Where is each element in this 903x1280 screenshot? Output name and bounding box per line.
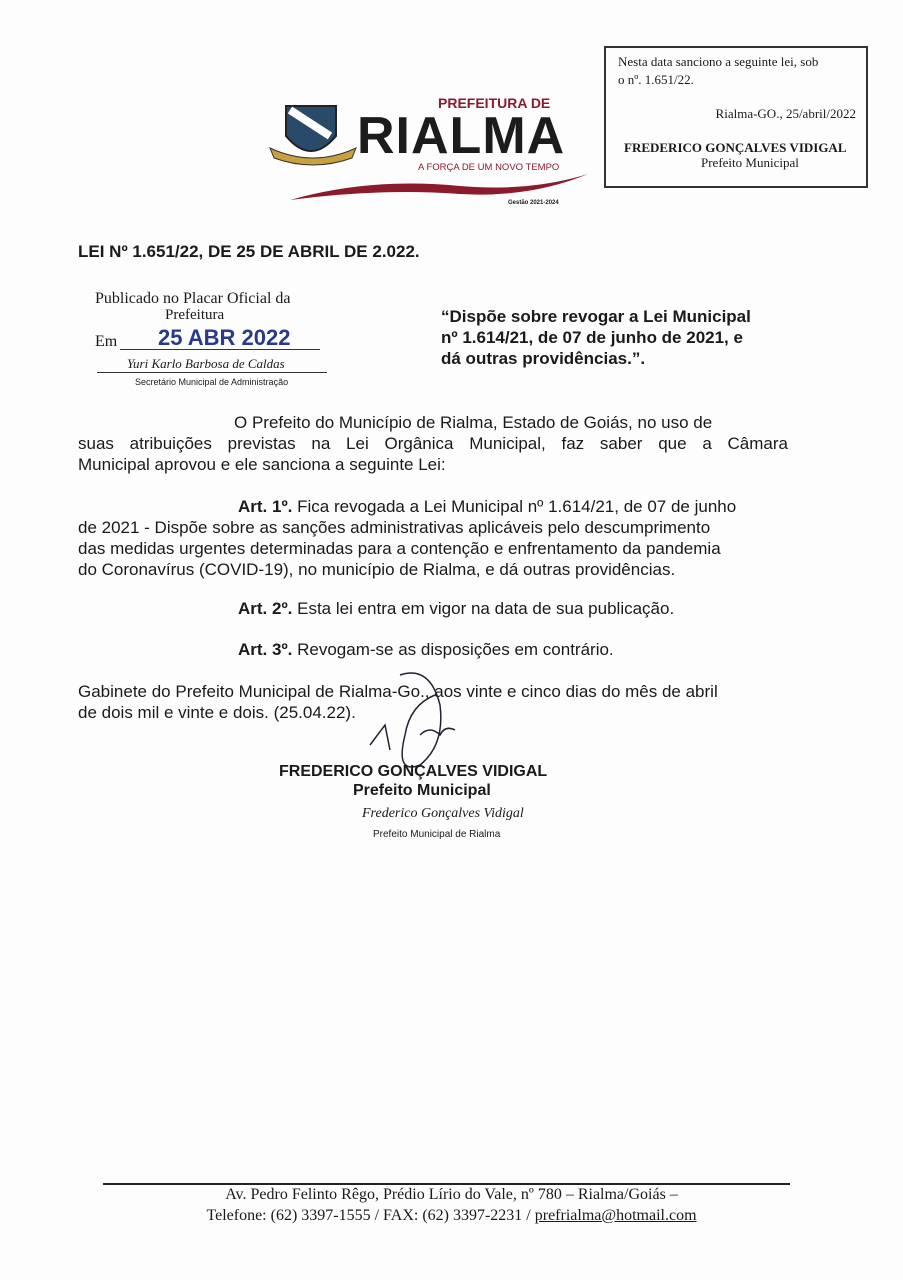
law-title: LEI Nº 1.651/22, DE 25 DE ABRIL DE 2.022. — [78, 242, 420, 261]
letterhead-name: RIALMA — [357, 107, 566, 165]
signature-stamp-name: Frederico Gonçalves Vidigal — [362, 806, 524, 821]
stamp-line1: Nesta data sanciono a seguinte lei, sob — [618, 54, 819, 69]
publication-line1: Publicado no Placar Oficial da — [95, 290, 291, 307]
article-line: do Coronavírus (COVID-19), no município de Rialma, e dá outras providências. — [78, 560, 676, 579]
closing-line: de dois mil e vinte e dois. (25.04.22). — [78, 703, 356, 722]
ementa — [441, 306, 751, 369]
signature-stamp-role: Prefeito Municipal de Rialma — [373, 829, 501, 840]
letterhead-term: Gestão 2021-2024 — [508, 200, 559, 206]
publication-date: 25 ABR 2022 — [158, 325, 291, 350]
article-label: Art. 1º. — [238, 497, 293, 516]
ementa-line: nº 1.614/21, de 07 de junho de 2021, e — [441, 328, 743, 347]
article-label: Art. 3º. — [238, 640, 293, 659]
preamble-line: Municipal aprovou e ele sanciona a seguinte Lei: — [78, 455, 446, 474]
publication-signer: Yuri Karlo Barbosa de Caldas — [127, 356, 285, 371]
article-3 — [238, 639, 614, 660]
sanction-stamp — [604, 46, 868, 188]
preamble — [78, 412, 788, 475]
stamp-place-date: Rialma-GO., 25/abril/2022 — [715, 106, 856, 121]
handwritten-signature — [360, 665, 470, 775]
publication-line2: Prefeitura — [165, 307, 225, 323]
signatory-name: FREDERICO GONÇALVES VIDIGAL — [279, 763, 548, 780]
article-1 — [78, 496, 788, 580]
stamp-name: FREDERICO GONÇALVES VIDIGAL — [624, 140, 847, 155]
article-line: das medidas urgentes determinadas para a contenção e enfrentamento da pandemia — [78, 539, 721, 558]
ementa-line: “Dispõe sobre revogar a Lei Municipal — [441, 307, 751, 326]
article-line: Esta lei entra em vigor na data de sua publicação. — [297, 599, 675, 618]
preamble-line: O Prefeito do Município de Rialma, Estado de Goiás, no uso de — [234, 413, 713, 432]
signatory-role: Prefeito Municipal — [353, 782, 491, 799]
letterhead-prefix: PREFEITURA DE — [438, 95, 551, 111]
publication-em-label: Em — [95, 333, 118, 350]
publication-signer-role: Secretário Municipal de Administração — [135, 377, 289, 387]
letterhead-swoosh — [290, 172, 590, 202]
footer-phone: Telefone: (62) 3397-1555 / FAX: (62) 3397-2231 / — [206, 1207, 531, 1224]
article-label: Art. 2º. — [238, 599, 293, 618]
coat-of-arms-logo — [268, 96, 358, 168]
ementa-line: dá outras providências.”. — [441, 349, 646, 368]
footer-contact — [0, 1207, 903, 1225]
article-line: Revogam-se as disposições em contrário. — [297, 640, 614, 659]
preamble-line: suas atribuições previstas na Lei Orgânica Municipal, faz saber que a Câmara — [78, 434, 788, 453]
article-line: de 2021 - Dispõe sobre as sanções administrativas aplicáveis pelo descumprimento — [78, 518, 711, 537]
closing-line: Gabinete do Prefeito Municipal de Rialma-Go., aos vinte e cinco dias do mês de abril — [78, 682, 718, 701]
article-line: Fica revogada a Lei Municipal nº 1.614/21, de 07 de junho — [297, 497, 737, 516]
footer-divider — [103, 1183, 790, 1185]
letterhead-slogan: A FORÇA DE UM NOVO TEMPO — [418, 162, 560, 173]
article-2 — [238, 598, 674, 619]
footer-email-link[interactable]: prefrialma@hotmail.com — [534, 1207, 697, 1224]
stamp-line2: o nº. 1.651/22. — [618, 72, 694, 87]
stamp-role: Prefeito Municipal — [701, 155, 799, 170]
footer-address: Av. Pedro Felinto Rêgo, Prédio Lírio do Vale, nº 780 – Rialma/Goiás – — [225, 1186, 678, 1203]
